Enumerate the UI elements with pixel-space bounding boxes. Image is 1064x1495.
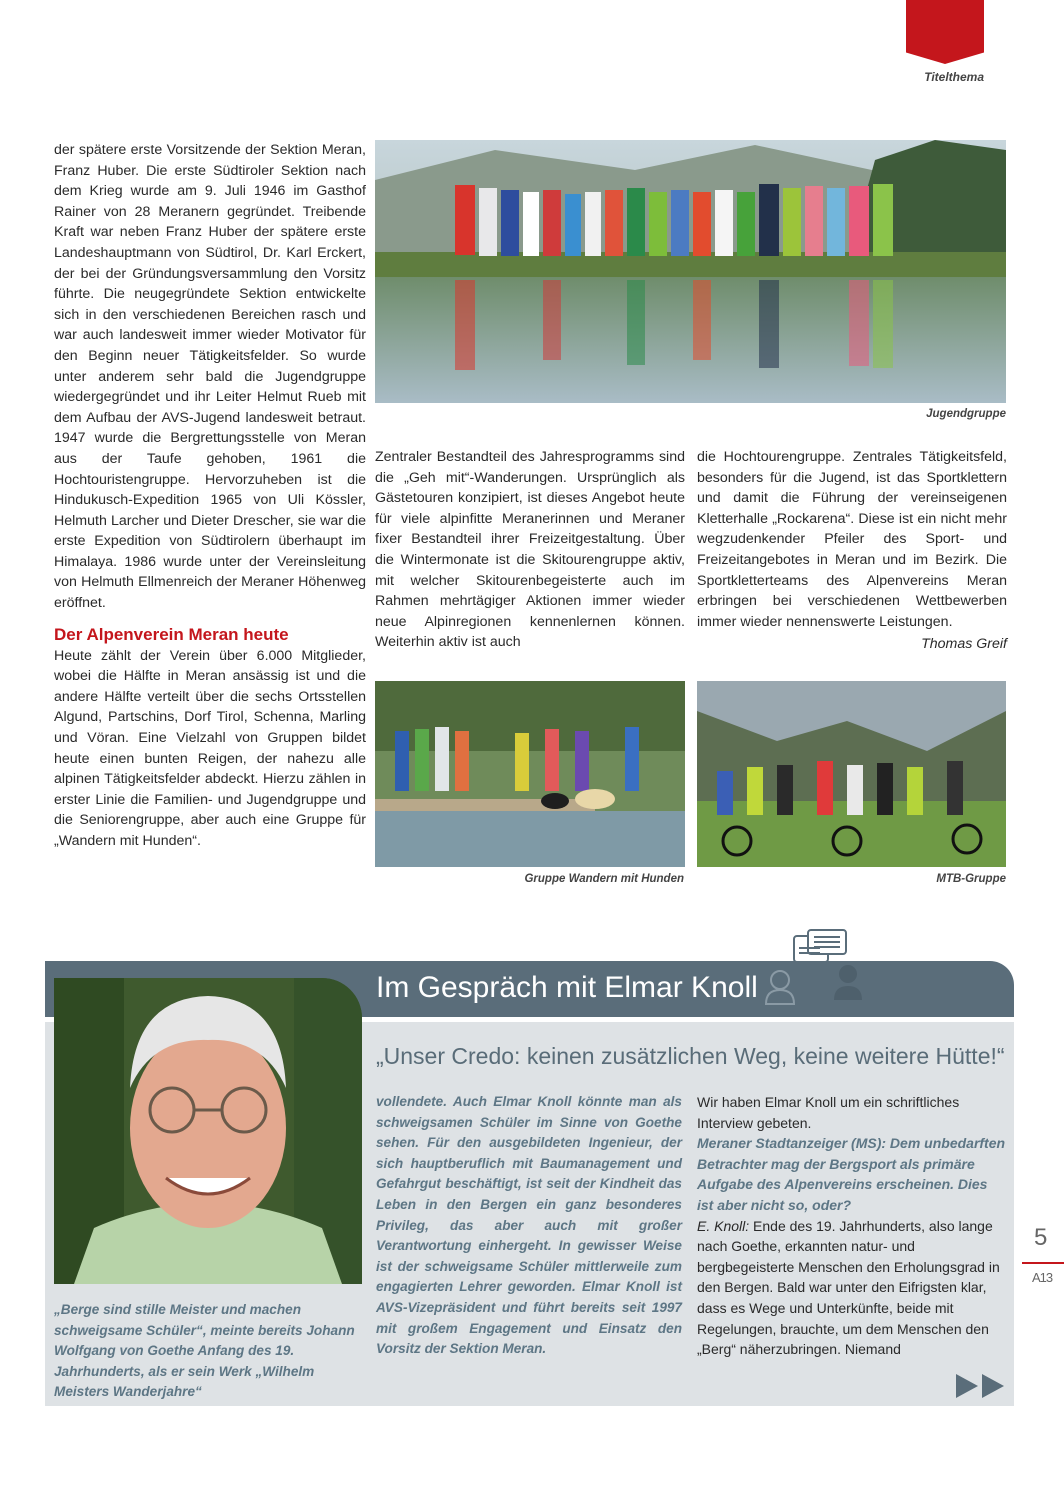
interview-question: Meraner Stadtanzeiger (MS): Dem unbedarften Betrachter mag der Bergsport als primäre Aufgabe des Alpenvereins erscheinen. Dies ist aber nicht so, oder?: [697, 1135, 1006, 1213]
photo-jugendgruppe: [375, 140, 1006, 403]
photo-caption: Gruppe Wandern mit Hunden: [524, 873, 684, 885]
subheading: Der Alpenverein Meran heute: [54, 624, 289, 644]
page-divider: [1022, 1262, 1064, 1264]
article-column-2: [375, 447, 685, 653]
author: Thomas Greif: [921, 636, 1007, 653]
page-code: A13: [1032, 1270, 1053, 1285]
portrait-elmar-knoll: [54, 978, 362, 1284]
photo-mtb-gruppe: [697, 681, 1006, 867]
article-column-3: [697, 447, 1007, 655]
interview-intro-text: Wir haben Elmar Knoll um ein schriftliches Interview gebeten.: [697, 1094, 960, 1131]
answer-text: Ende des 19. Jahrhunderts, also lange nach Goethe, erkannten natur- und bergbegeisterte Menschen den Erholungsgrad in den Bergen. Bald war unter den Eifrigsten klar, dass es Wege und Unterkünfte, beide mit Regelungen, brauchte, um dem Menschen den „Berg“ näherzubringen. Niemand: [697, 1217, 1000, 1358]
article-paragraph: der spätere erste Vorsitzende der Sektion Meran, Franz Huber. Die erste Südtiroler Sektion nach dem Krieg wurde am 9. Juli 1946 im Gasthof Rainer von 28 Meranern gegründet. Treibende Kraft war neben Franz Huber der spätere erste Landeshauptmann von Südtirol, Dr. Karl Erckert, der bei der Gründungsversammlung den Vorsitz führte. Die neugegründete Sektion entwickelte sich in den verschiedenen Bereichen rasch und war auch landesweit immer wieder Motivator für den Beginn neuer Tätigkeitsfelder. So wurde unter anderem sehr bald die Jugendgruppe wiedergegründet und ihr Leiter Helmut Rueb mit dem Aufbau der AVS-Jugend landesweit betraut. 1947 wurde die Bergrettungsstelle von Meran aus der Taufe gehoben, 1961 die Hochtouristengruppe. Hervorzuheben ist die Hindukusch-Expedition 1965 von Uli Kössler, Helmuth Larcher und Dieter Drescher, sie war die erste Expedition von Südtirolern überhaupt im Himalaya. 1986 wurde unter der Vereinsleitung von Helmuth Ellmenreich der Meraner Höhenweg eröffnet.: [54, 142, 366, 612]
interview-quote: „Unser Credo: keinen zusätzlichen Weg, keine weitere Hütte!“: [376, 1043, 1005, 1069]
photo-caption: MTB-Gruppe: [936, 873, 1006, 885]
continue-arrows-icon: [956, 1374, 1006, 1398]
speaker-label: E. Knoll:: [697, 1217, 750, 1234]
interview-right-column: [697, 1092, 1007, 1360]
interview-answer: [697, 1216, 1007, 1360]
section-label: Titelthema: [924, 70, 984, 84]
person-outline-icon: [760, 966, 804, 1012]
portrait-caption: „Berge sind stille Meister und machen schweigsame Schüler“, meinte bereits Johann Wolfgang von Goethe Anfang des 19. Jahrhunderts, als er sein Werk „Wilhelm Meisters Wanderjahre“: [54, 1302, 355, 1400]
interview-title: Im Gespräch mit Elmar Knoll: [376, 971, 758, 1004]
article-paragraph: die Hochtourengruppe. Zentrales Tätigkeitsfeld, besonders für die Jugend, ist das Sportklettern und damit die Führung der vereinseigenen Kletterhalle „Rockarena“. Diese ist ein nicht mehr wegzudenkender Pfeiler des Sport- und Freizeitangebotes in Meran und im Bezirk. Die Sportkletterteams des Alpenvereins Meran erbringen bei verschiedenen Wettbewerben immer wieder nennenswerte Leistungen.: [697, 449, 1007, 630]
section-tab: [906, 0, 984, 64]
article-column-1: [54, 140, 366, 852]
photo-caption: Jugendgruppe: [926, 408, 1006, 420]
article-paragraph: Zentraler Bestandteil des Jahresprogramms sind die „Geh mit“-Wanderungen. Ursprünglich als Gästetouren konzipiert, ist dieses Angebot heute für viele alpinfitte Meranerinnen und Meraner fixer Bestandteil ihrer Freizeitgestaltung. Über die Wintermonate ist die Skitourengruppe aktiv, mit welcher Skitourenbegeisterte auch im Rahmen mehrtägiger Aktionen immer wieder neue Alpinregionen kennenlernen können. Weiterhin aktiv ist auch: [375, 449, 685, 651]
page-number: 5: [1034, 1224, 1048, 1251]
article-paragraph: Heute zählt der Verein über 6.000 Mitglieder, wobei die Hälfte in Meran ansässig ist und die andere Hälfte verteilt über die sechs Ortsstellen Algund, Partschins, Dorf Tirol, Schenna, Marling und Vöran. Eine Vielzahl von Gruppen bildet heute einen bunten Reigen, der nahezu alle alpinen Tätigkeitsfelder abdeckt. Hierzu zählen in erster Linie die Familien- und Jugendgruppe und die Seniorengruppe, aber auch eine Gruppe für „Wandern mit Hunden“.: [54, 647, 366, 849]
interview-intro: vollendete. Auch Elmar Knoll könnte man als schweigsamen Schüler im Sinne von Goethe sehen. Für den ausgebildeten Ingenieur, der sich hauptberuflich mit Baumanagement und Gefahrgut beschäftigt, ist seit der Kindheit das Leben in den Bergen ein ganz besonderes Privileg, das aber auch mit großer Verantwortung einhergeht. In gewisser Weise ist der schweigsame Schüler mittlerweile zum engagierten Lehrer geworden. Elmar Knoll ist AVS-Vizepräsident und führt bereits seit 1997 mit großem Engagement und Einsatz den Vorsitz der Sektion Meran.: [376, 1094, 682, 1357]
photo-wandern-mit-hunden: [375, 681, 685, 867]
